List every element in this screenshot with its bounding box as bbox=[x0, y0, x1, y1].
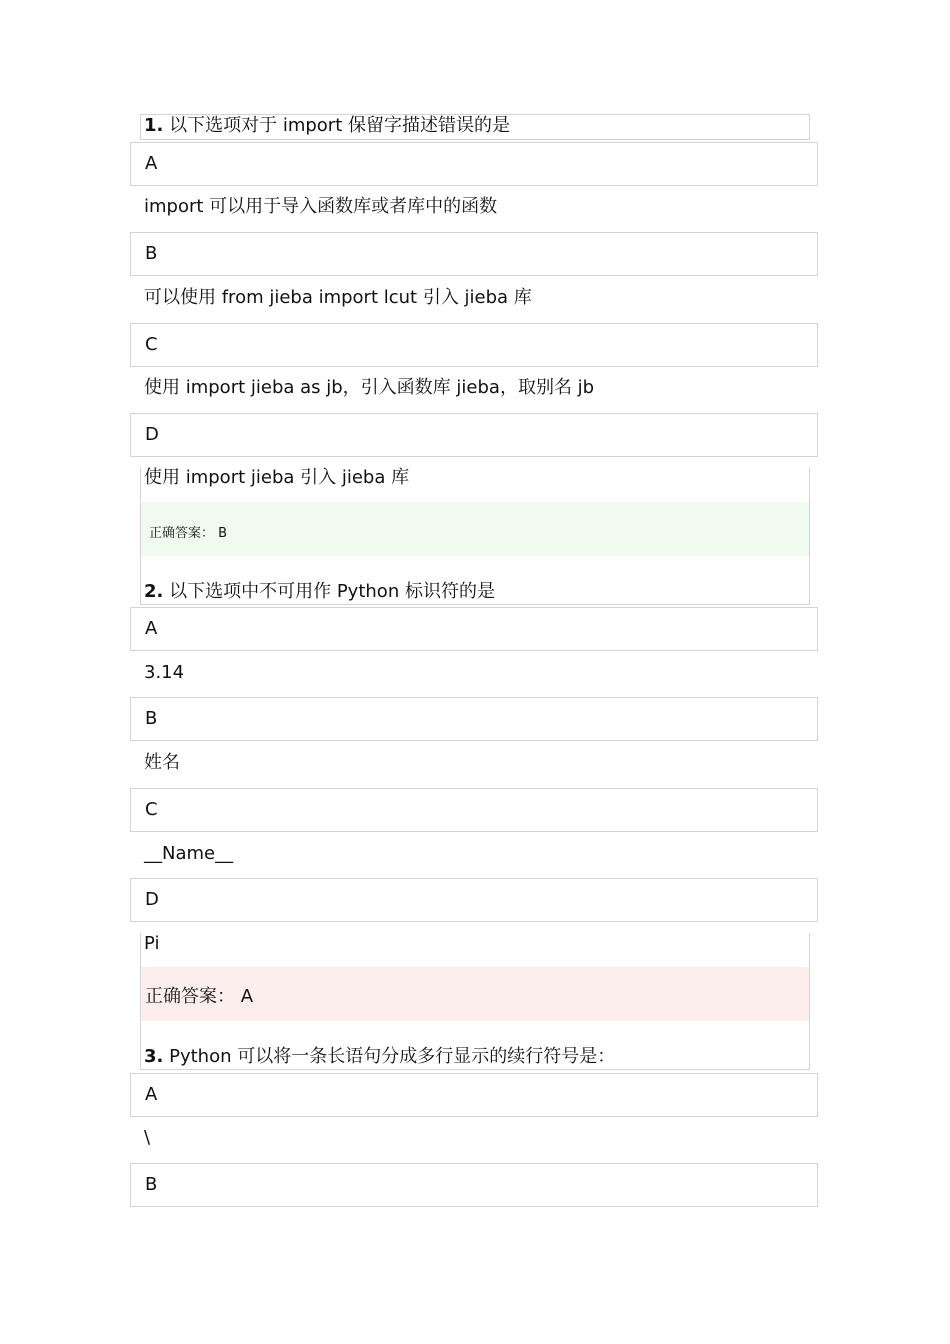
option-b-box[interactable] bbox=[130, 1163, 818, 1207]
option-b-box[interactable] bbox=[130, 697, 818, 741]
option-letter: B bbox=[145, 243, 158, 264]
correct-answer-panel bbox=[141, 502, 809, 556]
option-b-text: 可以使用 from jieba import lcut 引入 jieba 库 bbox=[144, 287, 532, 308]
option-d-box[interactable] bbox=[130, 413, 818, 457]
question-3-title bbox=[144, 1046, 615, 1068]
option-a-box[interactable] bbox=[130, 142, 818, 186]
option-c-box[interactable] bbox=[130, 788, 818, 832]
question-number: 3. bbox=[144, 1046, 164, 1067]
option-a-box[interactable] bbox=[130, 607, 818, 651]
option-b-text: 姓名 bbox=[144, 752, 180, 773]
correct-answer-value: A bbox=[240, 986, 254, 1007]
option-c-box[interactable] bbox=[130, 323, 818, 367]
question-1-title bbox=[144, 115, 510, 137]
option-letter: D bbox=[145, 424, 159, 445]
question-text: 以下选项对于 import 保留字描述错误的是 bbox=[169, 115, 510, 136]
option-letter: C bbox=[145, 799, 158, 820]
option-letter: A bbox=[145, 618, 158, 639]
panel-border-right bbox=[809, 933, 810, 1070]
option-c-text: __Name__ bbox=[144, 843, 234, 864]
option-c-text: 使用 import jieba as jb，引入函数库 jieba，取别名 jb bbox=[144, 377, 595, 398]
correct-answer-value: B bbox=[218, 526, 228, 541]
question-number: 1. bbox=[144, 115, 164, 136]
question-text: Python 可以将一条长语句分成多行显示的续行符号是： bbox=[169, 1046, 616, 1067]
option-a-text: \ bbox=[144, 1127, 151, 1148]
option-a-text: 3.14 bbox=[144, 662, 185, 683]
question-text: 以下选项中不可用作 Python 标识符的是 bbox=[169, 581, 495, 602]
correct-answer-panel bbox=[141, 967, 809, 1021]
correct-answer-label: 正确答案： B bbox=[149, 526, 228, 541]
panel-border-right bbox=[809, 467, 810, 605]
option-letter: B bbox=[145, 708, 158, 729]
option-d-box[interactable] bbox=[130, 878, 818, 922]
option-a-text: import 可以用于导入函数库或者库中的函数 bbox=[144, 196, 498, 217]
question-number: 2. bbox=[144, 581, 164, 602]
option-a-box[interactable] bbox=[130, 1073, 818, 1117]
option-b-box[interactable] bbox=[130, 232, 818, 276]
panel-border-bottom bbox=[140, 1069, 810, 1070]
option-letter: B bbox=[145, 1174, 158, 1195]
option-letter: C bbox=[145, 334, 158, 355]
question-2-title bbox=[144, 581, 495, 603]
correct-answer-label: 正确答案： A bbox=[145, 986, 254, 1007]
option-d-text: Pi bbox=[144, 933, 160, 954]
panel-border-bottom bbox=[140, 604, 810, 605]
option-letter: A bbox=[145, 1084, 158, 1105]
option-letter: D bbox=[145, 889, 159, 910]
option-d-text: 使用 import jieba 引入 jieba 库 bbox=[144, 467, 410, 488]
option-letter: A bbox=[145, 153, 158, 174]
